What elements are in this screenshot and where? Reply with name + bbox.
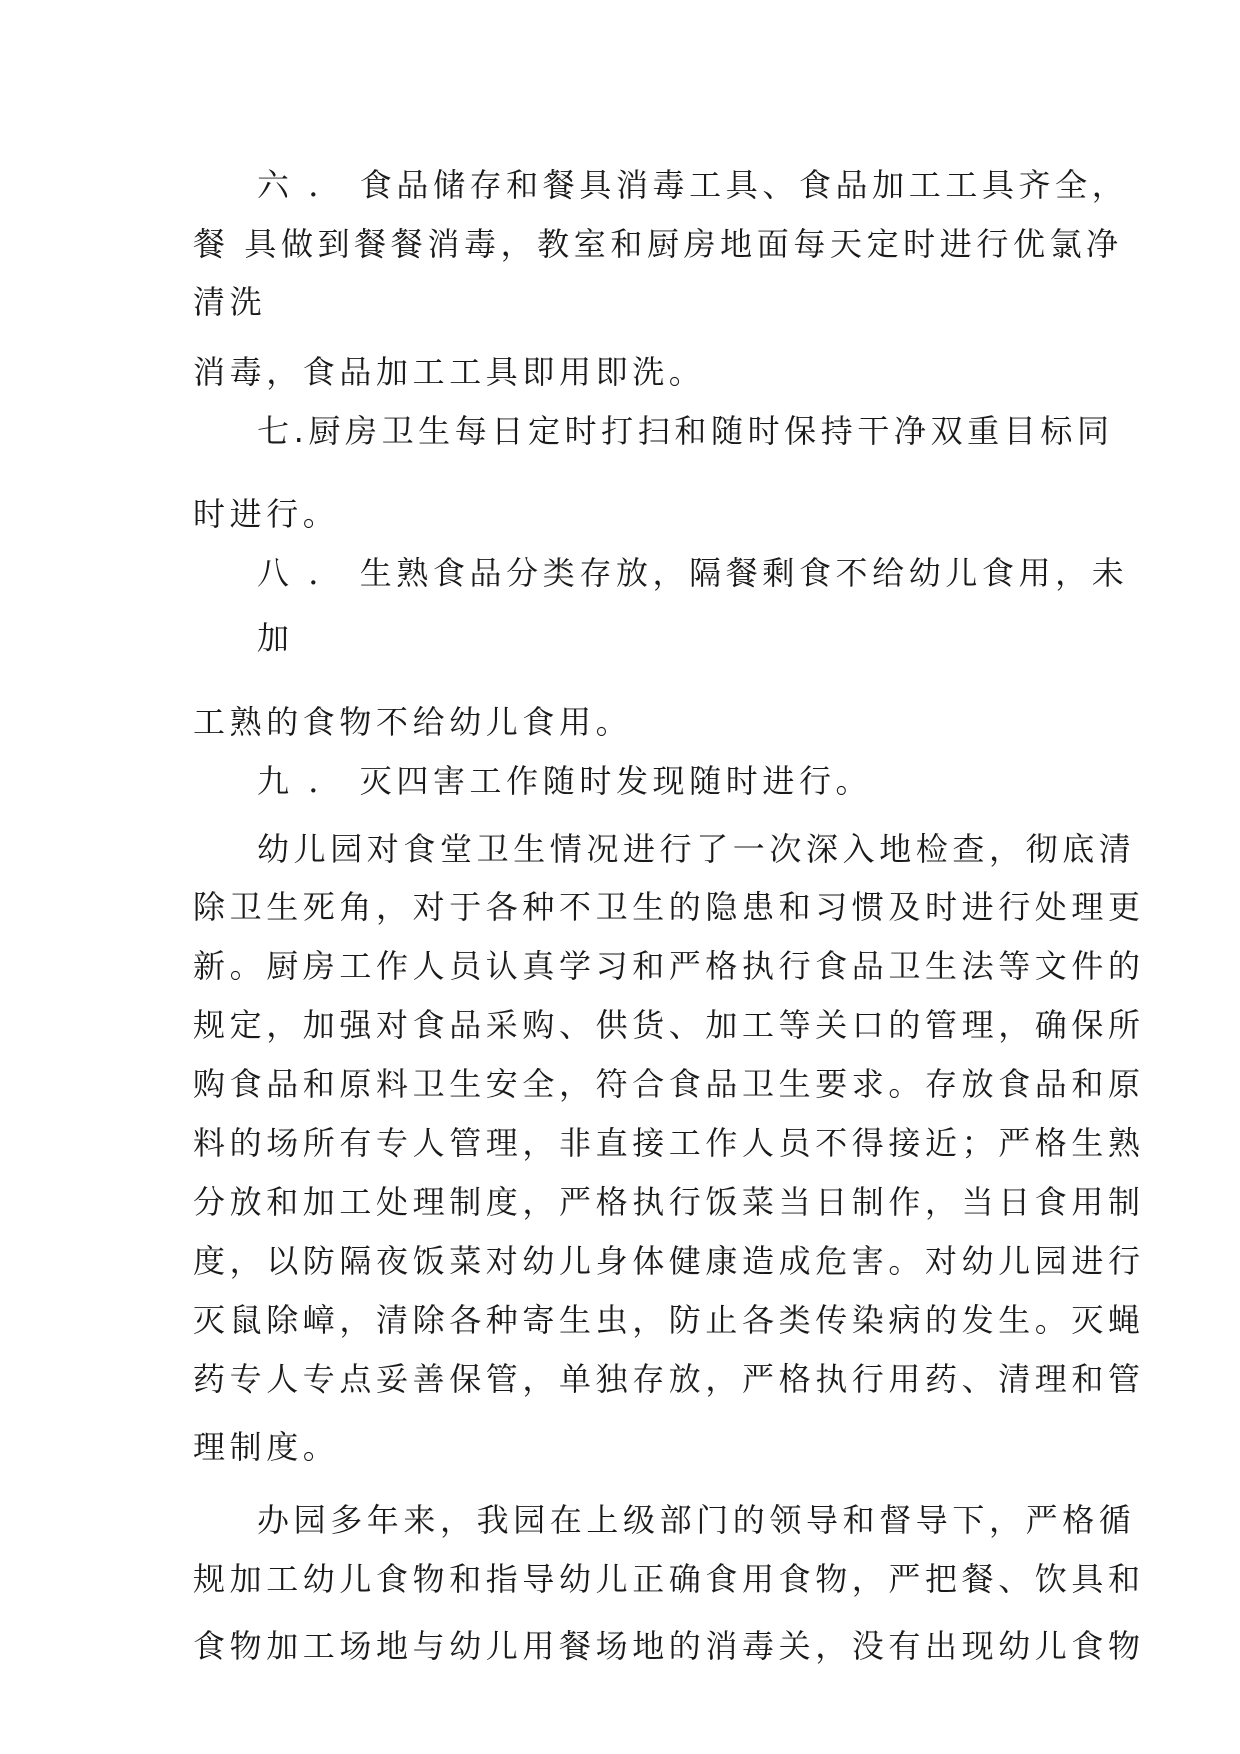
text-line: 料的场所有专人管理，非直接工作人员不得接近；严格生熟 [193,1124,1145,1162]
text-line: 食物加工场地与幼儿用餐场地的消毒关，没有出现幼儿食物 [193,1627,1145,1665]
text-line: 幼儿园对食堂卫生情况进行了一次深入地检查，彻底清 [257,830,1136,868]
text-line: 分放和加工处理制度，严格执行饭菜当日制作，当日食用制 [193,1183,1145,1221]
text-line: 清洗 [193,283,267,321]
text-line: 购食品和原料卫生安全，符合食品卫生要求。存放食品和原 [193,1065,1145,1103]
text-line: 六 ． 食品储存和餐具消毒工具、食品加工工具齐全， [257,166,1129,204]
text-line: 八 ． 生熟食品分类存放，隔餐剩食不给幼儿食用，未 [257,554,1129,592]
text-line: 灭鼠除嶂，清除各种寄生虫，防止各类传染病的发生。灭蝇 [193,1301,1145,1339]
text-line: 工熟的食物不给幼儿食用。 [193,703,633,741]
text-line: 加 [257,619,294,657]
text-line: 办园多年来，我园在上级部门的领导和督导下，严格循 [257,1501,1136,1539]
text-line: 度，以防隔夜饭菜对幼儿身体健康造成危害。对幼儿园进行 [193,1242,1145,1280]
text-line: 新。厨房工作人员认真学习和严格执行食品卫生法等文件的 [193,947,1145,985]
text-line: 九 ． 灭四害工作随时发现随时进行。 [257,762,873,800]
text-line: 除卫生死角，对于各种不卫生的隐患和习惯及时进行处理更 [193,888,1145,926]
text-line: 时进行。 [193,495,340,533]
text-line: 规加工幼儿食物和指导幼儿正确食用食物，严把餐、饮具和 [193,1560,1145,1598]
text-line: 七.厨房卫生每日定时打扫和随时保持干净双重目标同 [257,412,1114,450]
text-line: 药专人专点妥善保管，单独存放，严格执行用药、清理和管 [193,1360,1145,1398]
text-line: 消毒，食品加工工具即用即洗。 [193,353,706,391]
text-line: 规定，加强对食品采购、供货、加工等关口的管理，确保所 [193,1006,1145,1044]
text-line: 理制度。 [193,1428,340,1466]
text-line: 餐 具做到餐餐消毒，教室和厨房地面每天定时进行优氯净 [193,225,1123,263]
